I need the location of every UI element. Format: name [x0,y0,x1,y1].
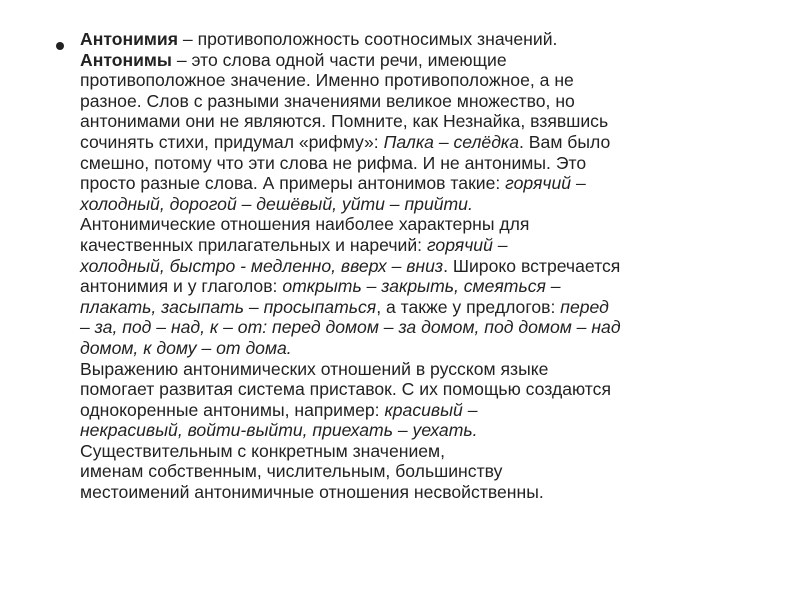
text-run: . Широко встречается [443,255,621,276]
example-italic: холодный, быстро - медленно, вверх – вниз [80,255,444,276]
term-bold: Антонимия [80,29,179,49]
slide-body-text [80,29,770,503]
text-run: просто разные слова. А примеры антонимов такие: [80,173,506,194]
text-run: – это слова одной части речи, имеющие [171,49,507,70]
text-line [80,379,770,400]
text-run: качественных прилагательных и наречий: [80,234,427,255]
text-run: – противоположность соотносимых значений. [178,29,558,49]
text-line [80,359,770,380]
text-run: Выражению антонимических отношений в русском языке [80,358,549,379]
text-line [80,420,770,441]
example-italic: некрасивый, войти-выйти, приехать – уехать. [80,420,478,441]
text-line [80,111,770,132]
text-line [80,29,770,50]
text-line [80,461,770,482]
text-run: антонимами они не являются. Помните, как Незнайка, взявшись [80,111,609,132]
bullet-icon [56,42,64,50]
example-italic: – за, под – над, к – от: перед домом – за домом, под домом – над [80,317,621,338]
text-line [80,400,770,421]
example-italic: горячий – [426,234,508,255]
text-run: Антонимические отношения наиболее характерны для [80,214,530,235]
text-run: . Вам было [519,131,611,152]
text-line [80,70,770,91]
text-line [80,50,770,71]
example-italic: перед [560,296,609,317]
example-italic: красивый – [384,399,478,420]
text-line [80,194,770,215]
text-run: местоимений антонимичные отношения несвойственны. [80,482,544,503]
text-line [80,276,770,297]
text-line [80,256,770,277]
example-italic: холодный, дорогой – дешёвый, уйти – прийти. [80,193,473,214]
text-line [80,482,770,503]
text-run: смешно, потому что эти слова не рифма. И не антонимы. Это [80,152,587,173]
text-line [80,132,770,153]
text-run: помогает развитая система приставок. С их помощью создаются [80,379,611,400]
example-italic: горячий – [505,173,586,194]
text-run: Существительным с конкретным значением, [80,440,446,461]
text-line [80,214,770,235]
example-italic: открыть – закрыть, смеяться – [282,276,561,297]
term-bold: Антонимы [80,49,172,70]
text-run: антонимия и у глаголов: [80,276,283,297]
example-italic: плакать, засыпать – просыпаться [80,296,377,317]
text-run: однокоренные антонимы, например: [80,399,385,420]
text-line [80,441,770,462]
text-line [80,338,770,359]
text-line [80,173,770,194]
example-italic: Палка – селёдка [383,131,520,152]
text-line [80,91,770,112]
text-run: именам собственным, числительным, большинству [80,461,503,482]
text-run: , а также у предлогов: [376,296,561,317]
text-run: разное. Слов с разными значениями великое множество, но [80,90,575,111]
text-run: противоположное значение. Именно противоположное, а не [80,70,574,91]
text-line [80,235,770,256]
text-line [80,153,770,174]
example-italic: домом, к дому – от дома. [80,337,292,358]
text-line [80,297,770,318]
text-run: сочинять стихи, придумал «рифму»: [80,131,384,152]
text-line [80,317,770,338]
